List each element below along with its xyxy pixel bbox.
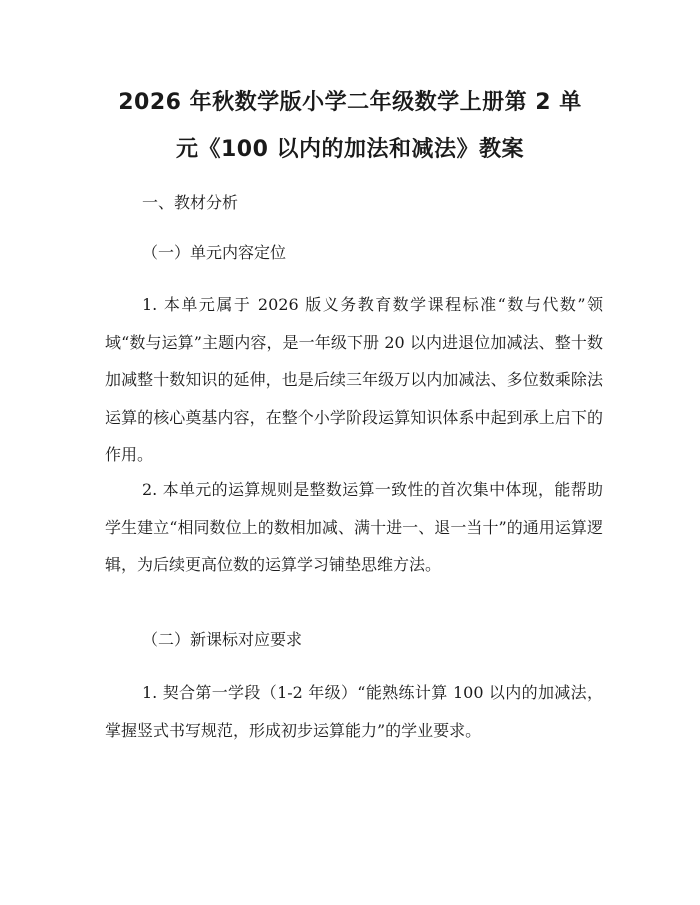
subsection-heading-curriculum-requirements: （二）新课标对应要求 (142, 630, 303, 649)
paragraph-unit-positioning-1: 1. 本单元属于 2026 版义务教育数学课程标准“数与代数”领域“数与运算”主题内容，是一年级下册 20 以内进退位加减法、整十数加减整十数知识的延伸，也是后续三年级万以内加减法、多位数乘除法运算的核心奠基内容，在整个小学阶段运算知识体系中起到承上启下的作用。 (105, 295, 603, 464)
subsection-heading-unit-positioning: （一）单元内容定位 (142, 243, 287, 262)
document-title-line-1: 2026 年秋数学版小学二年级数学上册第 2 单 (118, 90, 582, 115)
paragraph-unit-positioning-2: 2. 本单元的运算规则是整数运算一致性的首次集中体现，能帮助学生建立“相同数位上的数相加减、满十进一、退一当十”的通用运算逻辑，为后续更高位数的运算学习铺垫思维方法。 (105, 480, 603, 574)
paragraph-curriculum-requirement-1: 1. 契合第一学段（1-2 年级）“能熟练计算 100 以内的加减法，掌握竖式书写规范，形成初步运算能力”的学业要求。 (105, 683, 603, 740)
document-title-line-2: 元《100 以内的加法和减法》教案 (175, 137, 525, 162)
section-heading-textbook-analysis: 一、教材分析 (142, 193, 239, 212)
